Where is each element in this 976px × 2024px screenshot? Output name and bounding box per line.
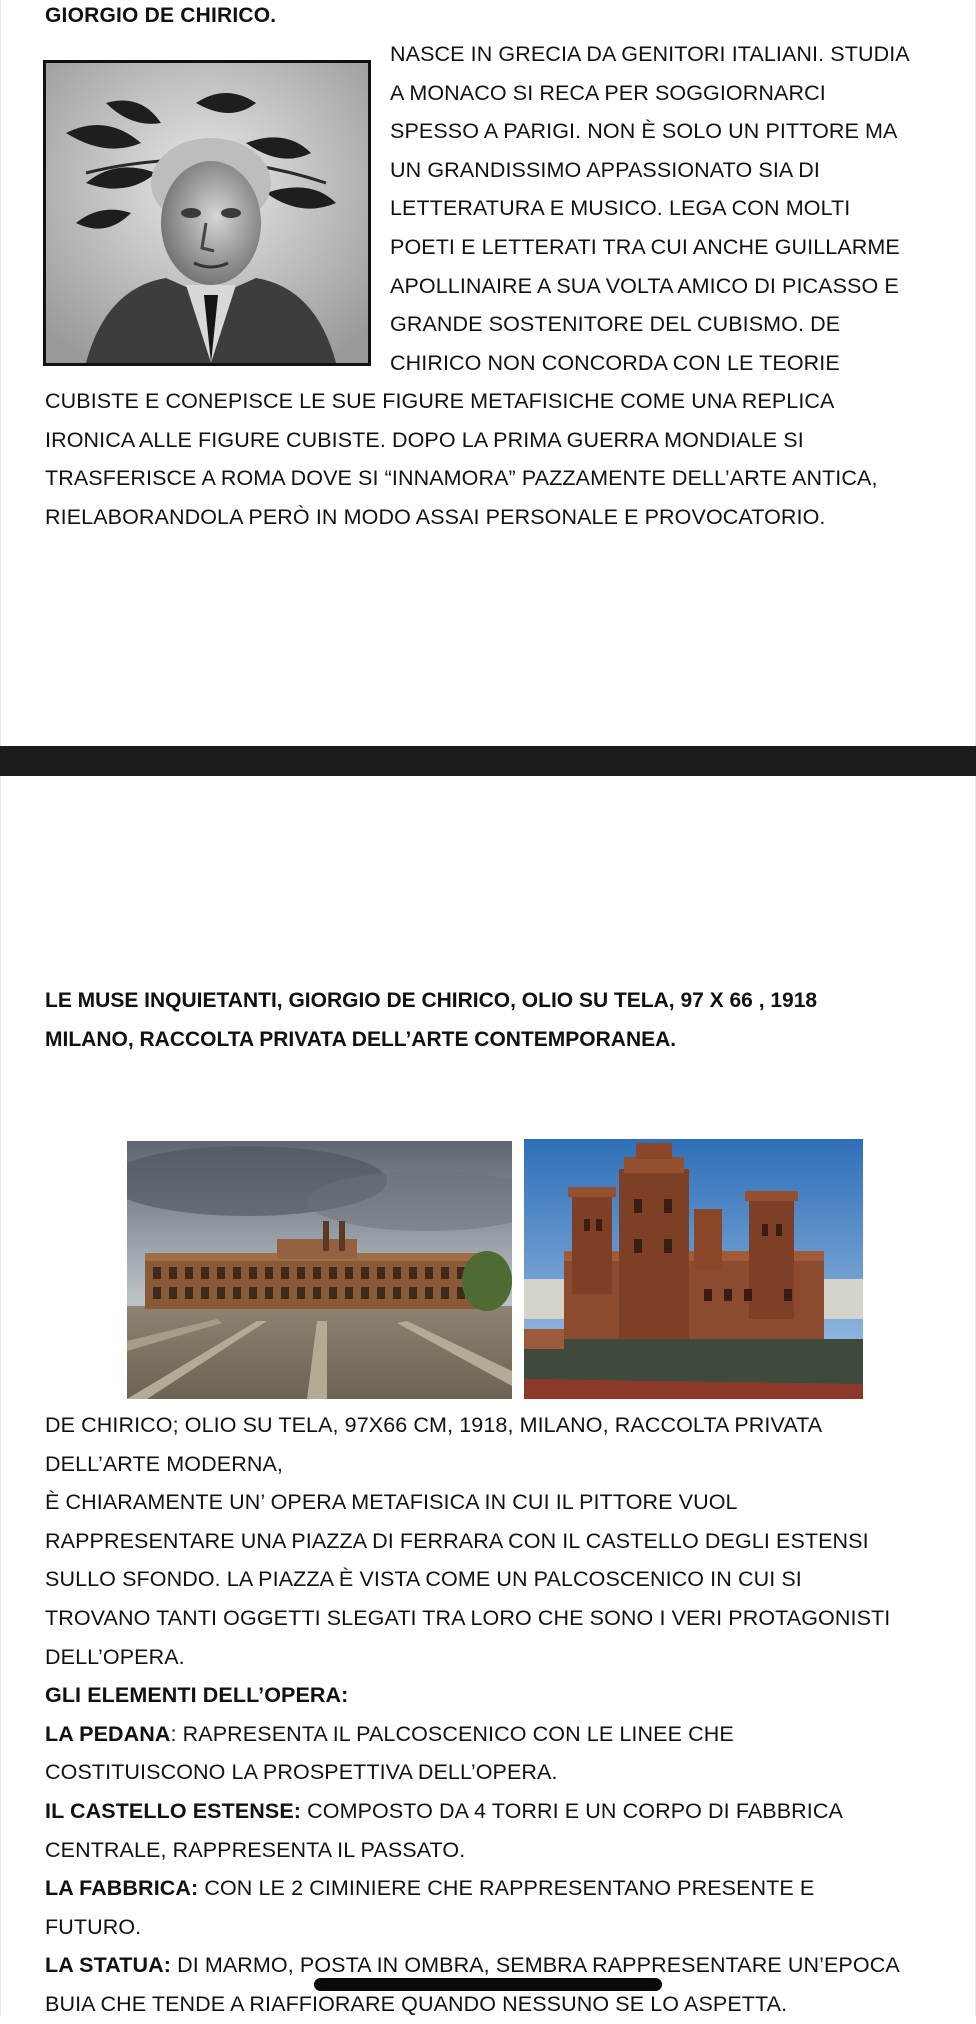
- text-line: [45, 1445, 900, 1484]
- text-line: [45, 1638, 900, 1677]
- artwork-title: [45, 982, 817, 1059]
- bold-label: IL CASTELLO ESTENSE:: [45, 1798, 302, 1823]
- line-text: RAPPRESENTARE UNA PIAZZA DI FERRARA CON IL CASTELLO DEGLI ESTENSI: [45, 1528, 869, 1553]
- text-line: POETI E LETTERATI TRA CUI ANCHE GUILLARME: [390, 234, 900, 259]
- text-line: IRONICA ALLE FIGURE CUBISTE. DOPO LA PRIMA GUERRA MONDIALE SI: [45, 427, 804, 452]
- text-line: [45, 1908, 900, 1947]
- text-line: LETTERATURA E MUSICO. LEGA CON MOLTI: [390, 196, 851, 221]
- bold-label: LA PEDANA: [45, 1721, 171, 1746]
- line-text: È CHIARAMENTE UN’ OPERA METAFISICA IN CUI IL PITTORE VUOL: [45, 1490, 738, 1515]
- bold-label: GLI ELEMENTI DELL’OPERA:: [45, 1683, 349, 1708]
- text-line: [45, 1406, 900, 1445]
- intro-paragraph-wrapped: [390, 35, 910, 382]
- text-line: APOLLINAIRE A SUA VOLTA AMICO DI PICASSO E: [390, 273, 899, 298]
- text-line: SPESSO A PARIGI. NON È SOLO UN PITTORE MA: [390, 119, 898, 144]
- text-line: [45, 1831, 900, 1870]
- line-text: BUIA CHE TENDE A RIAFFIORARE QUANDO NESSUNO SE LO ASPETTA.: [45, 1991, 788, 2016]
- text-line: CHIRICO NON CONCORDA CON LE TEORIE: [390, 350, 840, 375]
- page-separator: [0, 746, 976, 776]
- text-line: [45, 1676, 900, 1715]
- portrait-image: [43, 60, 371, 366]
- line-text: SULLO SFONDO. LA PIAZZA È VISTA COME UN PALCOSCENICO IN CUI SI: [45, 1567, 802, 1592]
- text-line: GRANDE SOSTENITORE DEL CUBISMO. DE: [390, 312, 841, 337]
- text-line: [45, 1599, 900, 1638]
- text-line: MILANO, RACCOLTA PRIVATA DELL’ARTE CONTEMPORANEA.: [45, 1027, 677, 1051]
- document-page-2[interactable]: [0, 776, 976, 2016]
- line-text: FUTURO.: [45, 1914, 142, 1939]
- line-text: DE CHIRICO; OLIO SU TELA, 97X66 CM, 1918, MILANO, RACCOLTA PRIVATA: [45, 1413, 823, 1437]
- artwork-description: [45, 1406, 900, 2024]
- text-line: [45, 1560, 900, 1599]
- text-line: [45, 1869, 900, 1908]
- castle-photo: [524, 1139, 863, 1399]
- factory-photo: [127, 1141, 512, 1399]
- text-line: CUBISTE E CONEPISCE LE SUE FIGURE METAFISICHE COME UNA REPLICA: [45, 389, 835, 413]
- line-text: COMPOSTO DA 4 TORRI E UN CORPO DI FABBRICA: [301, 1798, 843, 1823]
- document-page-1[interactable]: [0, 0, 976, 746]
- line-text: CENTRALE, RAPPRESENTA IL PASSATO.: [45, 1837, 466, 1862]
- text-line: RIELABORANDOLA PERÒ IN MODO ASSAI PERSONALE E PROVOCATORIO.: [45, 504, 826, 529]
- bold-label: LA FABBRICA:: [45, 1876, 199, 1901]
- text-line: A MONACO SI RECA PER SOGGIORNARCI: [390, 80, 826, 105]
- page-title: GIORGIO DE CHIRICO.: [45, 4, 277, 27]
- line-text: DELL’OPERA.: [45, 1644, 185, 1669]
- text-line: [45, 1522, 900, 1561]
- home-indicator[interactable]: [314, 1978, 662, 1991]
- line-text: DI MARMO, POSTA IN OMBRA, SEMBRA RAPPRESENTARE UN’EPOCA: [171, 1953, 900, 1978]
- text-line: UN GRANDISSIMO APPASSIONATO SIA DI: [390, 157, 820, 182]
- intro-paragraph-full: [45, 382, 878, 536]
- line-text: CON LE 2 CIMINIERE CHE RAPPRESENTANO PRESENTE E: [198, 1876, 815, 1901]
- text-line: NASCE IN GRECIA DA GENITORI ITALIANI. STUDIA: [390, 42, 910, 66]
- text-line: [45, 1792, 900, 1831]
- text-line: [45, 1753, 900, 1792]
- text-line: TRASFERISCE A ROMA DOVE SI “INNAMORA” PAZZAMENTE DELL’ARTE ANTICA,: [45, 466, 878, 491]
- text-line: [45, 1483, 900, 1522]
- line-text: : RAPRESENTA IL PALCOSCENICO CON LE LINEE CHE: [170, 1721, 734, 1746]
- text-line: LE MUSE INQUIETANTI, GIORGIO DE CHIRICO, OLIO SU TELA, 97 X 66 , 1918: [45, 989, 818, 1012]
- line-text: COSTITUISCONO LA PROSPETTIVA DELL’OPERA.: [45, 1760, 558, 1785]
- text-line: [45, 1715, 900, 1754]
- line-text: TROVANO TANTI OGGETTI SLEGATI TRA LORO CHE SONO I VERI PROTAGONISTI: [45, 1605, 891, 1630]
- line-text: DELL’ARTE MODERNA,: [45, 1451, 283, 1476]
- bold-label: LA STATUA:: [45, 1953, 171, 1978]
